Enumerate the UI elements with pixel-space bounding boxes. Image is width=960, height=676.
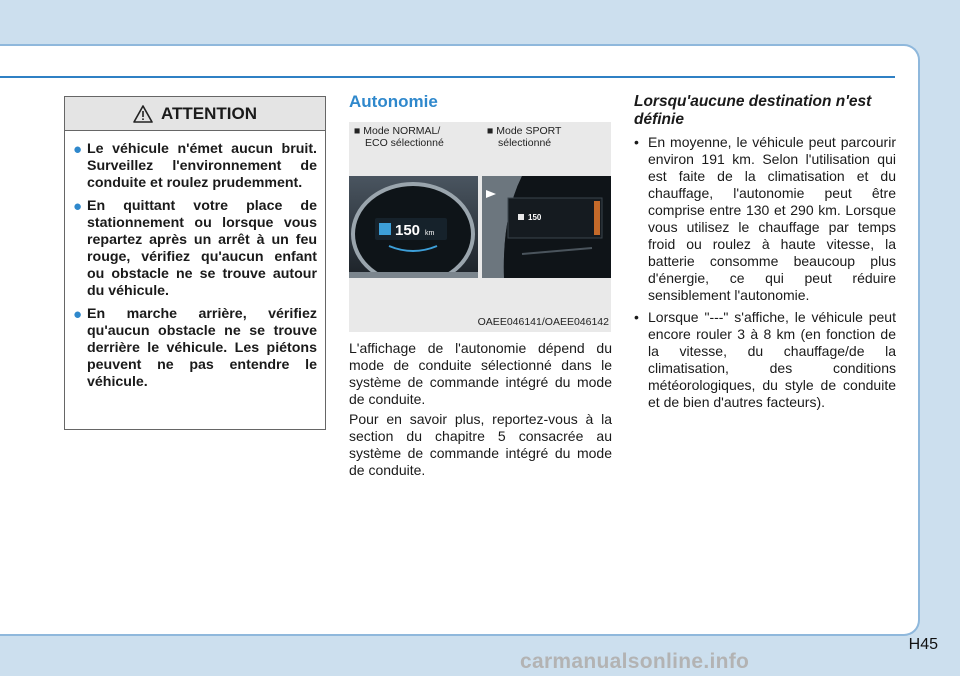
- attention-box: [64, 96, 326, 430]
- autonomie-heading: Autonomie: [349, 92, 438, 111]
- bullet-icon: •: [634, 309, 639, 325]
- attention-item: ● En marche arrière, vérifiez qu'aucun obstacle ne se trouve derrière le véhicule. Les piétons peuvent ne pas entendre le véhicule.: [73, 306, 317, 390]
- svg-text:150: 150: [395, 222, 421, 239]
- bullet-icon: •: [634, 134, 639, 150]
- bullet-icon: ●: [73, 141, 83, 158]
- attention-item: ● En quittant votre place de stationnement ou lorsque vous repartez après un arrêt à un feu rouge, vérifiez qu'aucun enfant ou obstacle ne se trouve autour du véhicule.: [73, 198, 317, 299]
- destination-bullet: • En moyenne, le véhicule peut parcourir environ 191 km. Selon l'utilisation qui est faite de la climatisation et du chauffage, l'autonomie peut être comprise entre 130 et 290 km. Lorsque vous utilisez le chauffage par temps froid ou roulez à haute vitesse, la batterie consomme beaucoup plus d'énergie, ce qui peut réduire sensiblement l'autonomie.: [634, 134, 896, 303]
- destination-list: [634, 134, 896, 416]
- destination-bullet: • Lorsque "---" s'affiche, le véhicule peut encore rouler 3 à 8 km (en fonction de la vitesse, du chauffage/de la climatisation, des conditions météorologiques, du style de conduite et de bien d'autres facteurs).: [634, 309, 896, 410]
- caption-normal-eco: ■ Mode NORMAL/ ECO sélectionné: [354, 125, 444, 149]
- cluster-image-normal-eco: [349, 176, 478, 278]
- destination-heading: Lorsqu'aucune destination n'est définie: [634, 93, 872, 128]
- bullet-icon: ●: [73, 198, 83, 215]
- watermark: carmanualsonline.info: [520, 650, 750, 673]
- attention-header: [65, 97, 325, 131]
- svg-text:150: 150: [528, 213, 542, 222]
- autonomie-paragraph-1: L'affichage de l'autonomie dépend du mode de conduite sélectionné dans le système de commande intégré du mode de conduite.: [349, 340, 612, 407]
- bullet-icon: ●: [73, 306, 83, 323]
- attention-list: [65, 131, 325, 391]
- autonomie-figure: [349, 122, 611, 332]
- figure-id: OAEE046141/OAEE046142: [477, 316, 609, 328]
- page-number: H45: [908, 636, 938, 653]
- cluster-image-sport: [482, 176, 611, 278]
- attention-item: ● Le véhicule n'émet aucun bruit. Surveillez l'environnement de conduite et roulez prudemment.: [73, 141, 317, 191]
- caption-sport: ■ Mode SPORT sélectionné: [487, 125, 562, 149]
- header-rule: [0, 76, 895, 78]
- attention-title: ATTENTION: [160, 103, 257, 123]
- svg-text:km: km: [425, 230, 435, 237]
- autonomie-paragraph-2: Pour en savoir plus, reportez-vous à la section du chapitre 5 consacrée au système de commande intégré du mode de conduite.: [349, 411, 612, 478]
- warning-triangle-icon: [133, 105, 153, 123]
